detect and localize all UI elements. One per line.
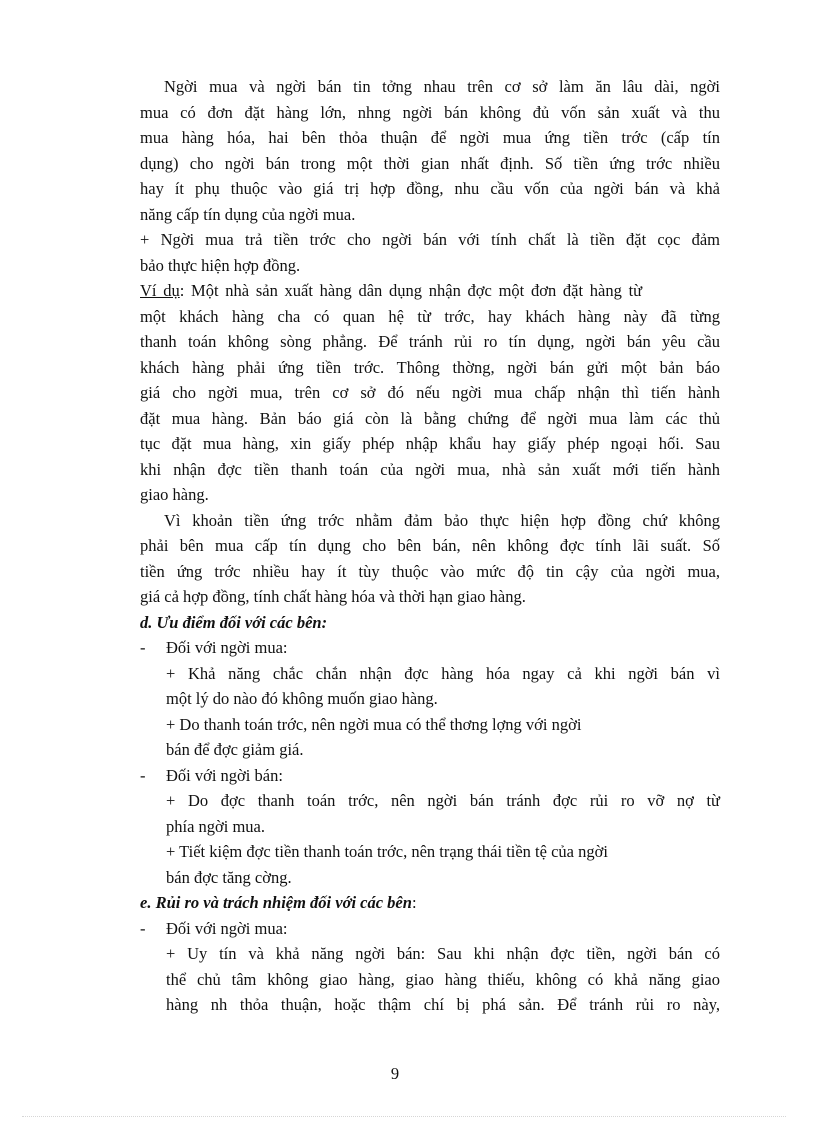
- paragraph-line: + Ngời mua trả tiền trớc cho ngời bán với tính chất là tiền đặt cọc đảm: [140, 230, 720, 249]
- page-bottom-divider: [22, 1116, 786, 1117]
- paragraph-line: tiền ứng trớc nhiều hay ít tùy thuộc vào mức độ tin cậy của ngời mua,: [140, 561, 720, 581]
- body-text: [140, 74, 720, 1018]
- paragraph-line: khách hàng phải ứng tiền trớc. Thông thờng, ngời bán gửi một bản báo: [140, 357, 720, 377]
- sub-item-line: + Tiết kiệm đợc tiền thanh toán trớc, nên trạng thái tiền tệ của ngời: [166, 842, 608, 861]
- example-label: Ví dụ: [140, 281, 180, 300]
- paragraph-line: bảo thực hiện hợp đồng.: [140, 255, 301, 275]
- paragraph-line: khi nhận đợc tiền thanh toán của ngời mua, nhà sản xuất mới tiến hành: [140, 459, 720, 479]
- paragraph-line: Ngời mua và ngời bán tin tởng nhau trên cơ sở làm ăn lâu dài, ngời: [164, 77, 720, 96]
- paragraph-line: Vì khoản tiền ứng trớc nhằm đảm bảo thực hiện hợp đồng chứ không: [164, 510, 720, 530]
- dash-item-buyer: [140, 635, 720, 661]
- sub-item-line: + Do đợc thanh toán trớc, nên ngời bán tránh đợc rủi ro vỡ nợ từ: [166, 791, 720, 810]
- paragraph-line: giá cho ngời mua, trên cơ sở đó nếu ngời mua chấp nhận thì tiến hành: [140, 383, 720, 402]
- dash-item-seller: [140, 763, 720, 789]
- dash-marker: -: [140, 638, 146, 657]
- paragraph-line: giao hàng.: [140, 485, 209, 504]
- dash-marker: -: [140, 765, 146, 785]
- dash-item-buyer-risk: [140, 916, 720, 942]
- section-heading-e-colon: :: [411, 893, 417, 912]
- sub-item-line: thể chủ tâm không giao hàng, giao hàng thiếu, không có khả năng giao: [166, 969, 720, 989]
- paragraph-line: đặt mua hàng. Bản báo giá còn là bằng chứng để ngời mua làm các thủ: [140, 408, 720, 428]
- dash-item-label: Đối với ngời bán:: [166, 765, 283, 785]
- dash-marker: -: [140, 918, 146, 938]
- section-heading-e-line: [140, 890, 720, 916]
- paragraph-line: mua hàng hóa, hai bên thỏa thuận để ngời mua ứng tiền trớc (cấp tín: [140, 128, 720, 147]
- sub-item-line: + Khả năng chắc chắn nhận đợc hàng hóa ngay cả khi ngời bán vì: [166, 663, 720, 683]
- paragraph-line: một khách hàng cha có quan hệ từ trớc, hay khách hàng này đã từng: [140, 306, 720, 326]
- paragraph-line: phải bên mua cấp tín dụng cho bên bán, nên không đợc tính lãi suất. Số: [140, 536, 720, 555]
- page-number: 9: [390, 1064, 400, 1083]
- section-heading-e: e. Rủi ro và trách nhiệm đối với các bên: [140, 893, 412, 912]
- paragraph-line: dụng) cho ngời bán trong một thời gian nhất định. Số tiền ứng trớc nhiều: [140, 153, 720, 173]
- sub-item-line: + Do thanh toán trớc, nên ngời mua có thể thơng lợng với ngời: [166, 714, 582, 734]
- dash-item-label: Đối với ngời mua:: [166, 638, 288, 657]
- dash-item-label: Đối với ngời mua:: [166, 918, 288, 938]
- example-text: : Một nhà sản xuất hàng dân dụng nhận đợc một đơn đặt hàng từ: [179, 281, 643, 300]
- paragraph-line: tục đặt mua hàng, xin giấy phép nhập khẩu hay giấy phép ngoại hối. Sau: [140, 434, 720, 453]
- sub-item-line: + Uy tín và khả năng ngời bán: Sau khi nhận đợc tiền, ngời bán có: [166, 944, 720, 963]
- paragraph-line: mua có đơn đặt hàng lớn, nhng ngời bán không đủ vốn sản xuất và thu: [140, 102, 720, 122]
- sub-item-line: bán đợc tăng cờng.: [166, 867, 292, 887]
- paragraph-line: năng cấp tín dụng của ngời mua.: [140, 204, 356, 224]
- sub-item-line: một lý do nào đó không muốn giao hàng.: [166, 689, 438, 708]
- sub-item-line: bán để đợc giảm giá.: [166, 740, 304, 759]
- paragraph-line: giá cả hợp đồng, tính chất hàng hóa và thời hạn giao hàng.: [140, 587, 526, 606]
- paragraph-line: thanh toán không sòng phẳng. Để tránh rủi ro tín dụng, ngời bán yêu cầu: [140, 332, 720, 351]
- section-heading-d: d. Ưu điểm đối với các bên:: [140, 612, 328, 632]
- sub-item-line: hàng nh thỏa thuận, hoặc thậm chí bị phá sản. Để tránh rủi ro này,: [166, 995, 720, 1014]
- paragraph-line: hay ít phụ thuộc vào giá trị hợp đồng, nhu cầu vốn của ngời bán và khả: [140, 179, 720, 198]
- example-line: [140, 278, 720, 304]
- sub-item-line: phía ngời mua.: [166, 816, 265, 836]
